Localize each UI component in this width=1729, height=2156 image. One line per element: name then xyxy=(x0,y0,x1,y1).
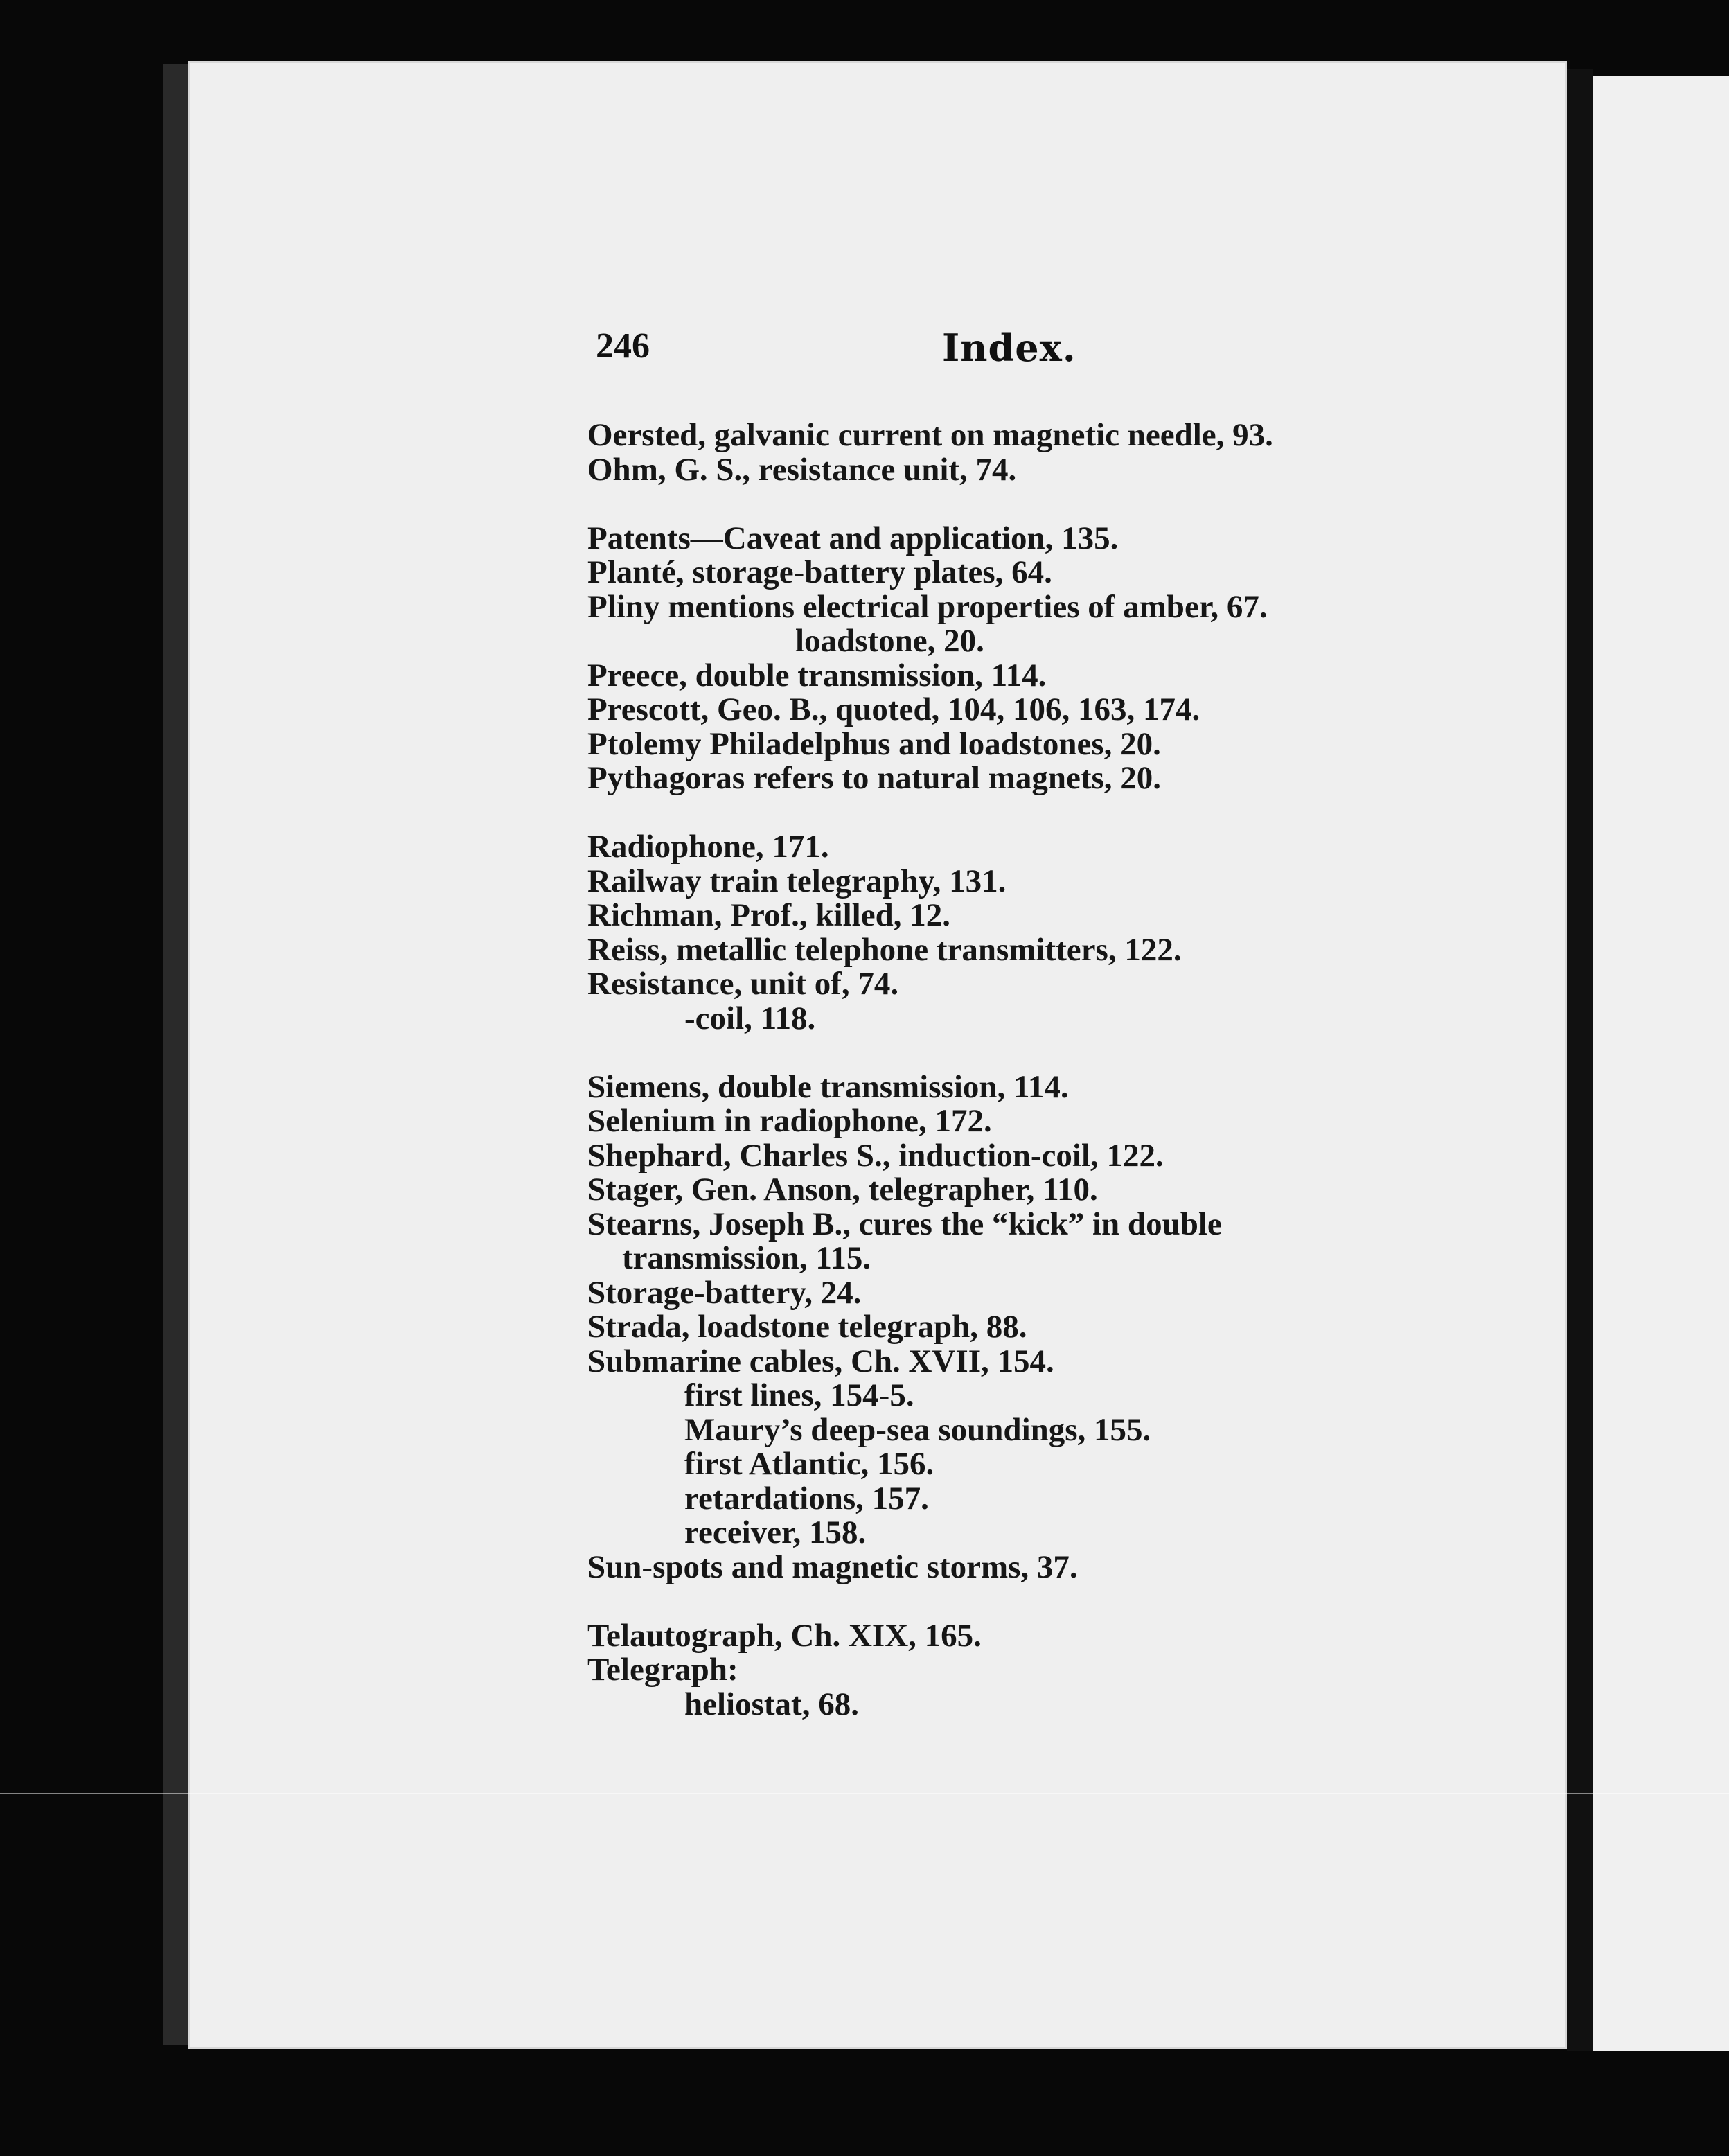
index-entry: Reiss, metallic telephone transmitters, 122. xyxy=(587,931,1182,968)
index-entry: Patents—Caveat and application, 135. xyxy=(587,520,1119,556)
index-entry: Telautograph, Ch. XIX, 165. xyxy=(587,1617,982,1654)
index-subentry: -coil, 118. xyxy=(684,1000,816,1036)
index-subentry: Maury’s deep-sea soundings, 155. xyxy=(684,1411,1151,1448)
index-entry: Shephard, Charles S., induction-coil, 122. xyxy=(587,1137,1164,1174)
index-entry: Planté, storage-battery plates, 64. xyxy=(587,554,1052,590)
book-gutter xyxy=(1567,69,1593,2051)
index-subentry: heliostat, 68. xyxy=(684,1686,859,1722)
index-entry: Pliny mentions electrical properties of amber, 67. xyxy=(587,588,1268,625)
index-entry: Selenium in radiophone, 172. xyxy=(587,1103,992,1139)
entry-gap xyxy=(587,487,1488,522)
entry-gap xyxy=(587,796,1488,831)
index-entry: Railway train telegraphy, 131. xyxy=(587,863,1007,899)
index-entry: Oersted, galvanic current on magnetic needle, 93. xyxy=(587,417,1273,453)
index-subentry: first Atlantic, 156. xyxy=(684,1446,934,1482)
index-entry: Preece, double transmission, 114. xyxy=(587,657,1047,693)
entry-gap xyxy=(587,1036,1488,1070)
index-entry: Ptolemy Philadelphus and loadstones, 20. xyxy=(587,725,1161,762)
page-header xyxy=(596,326,1427,381)
index-entry: Sun-spots and magnetic storms, 37. xyxy=(587,1548,1078,1585)
index-entry: Pythagoras refers to natural magnets, 20. xyxy=(587,760,1162,796)
facing-page-edge xyxy=(1593,76,1729,2051)
index-subentry: first lines, 154-5. xyxy=(684,1377,914,1413)
index-subentry: transmission, 115. xyxy=(622,1240,871,1276)
index-subentry: retardations, 157. xyxy=(684,1480,929,1517)
index-subentry: receiver, 158. xyxy=(684,1514,867,1550)
index-entry: Prescott, Geo. B., quoted, 104, 106, 163, 174. xyxy=(587,691,1200,727)
index-entry: Ohm, G. S., resistance unit, 74. xyxy=(587,451,1017,488)
index-entry: Strada, loadstone telegraph, 88. xyxy=(587,1309,1027,1345)
index-entry: Stager, Gen. Anson, telegrapher, 110. xyxy=(587,1172,1098,1208)
index-entry: Stearns, Joseph B., cures the “kick” in double xyxy=(587,1205,1222,1242)
index-entry: Richman, Prof., killed, 12. xyxy=(587,897,950,933)
index-entry: Storage-battery, 24. xyxy=(587,1274,862,1311)
index-entry: Submarine cables, Ch. XVII, 154. xyxy=(587,1343,1054,1379)
index-entry: Radiophone, 171. xyxy=(587,829,829,865)
index-entry: Resistance, unit of, 74. xyxy=(587,966,899,1002)
index-subentry: loadstone, 20. xyxy=(795,623,984,659)
index-entry: Siemens, double transmission, 114. xyxy=(587,1068,1069,1105)
page-number: 246 xyxy=(596,326,650,366)
scan-artifact-line xyxy=(0,1793,1729,1794)
page-title: Index. xyxy=(942,326,1076,370)
index-entry: Telegraph: xyxy=(587,1652,738,1688)
page-edge xyxy=(163,64,188,2045)
entry-gap xyxy=(587,1584,1488,1619)
index-entries xyxy=(587,418,1488,1722)
